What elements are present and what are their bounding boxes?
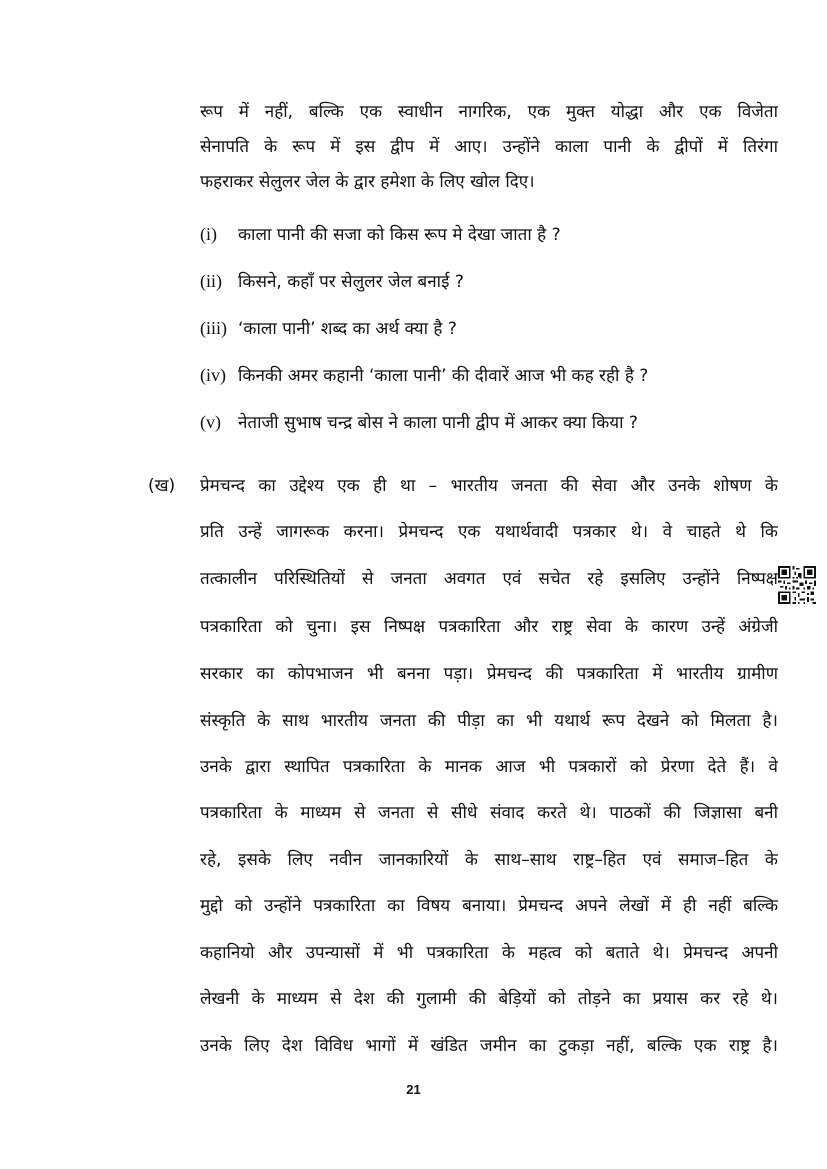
page-number: 21 (406, 1082, 421, 1097)
question-text: किसने, कहाँ पर सेलुलर जेल बनाई ? (238, 272, 464, 292)
question-number: (ii) (200, 271, 222, 291)
section-b-line-5: सरकार का कोपभाजन भी बनना पड़ा। प्रेमचन्द की पत्रकारिता में भारतीय ग्रामीण (200, 664, 778, 684)
question-item (200, 363, 760, 388)
question-number: (i) (200, 224, 217, 244)
question-item (200, 410, 760, 435)
section-b-line-6: संस्कृति के साथ भारतीय जनता की पीड़ा का भी यथार्थ रूप देखने को मिलता है। (200, 711, 778, 731)
question-text: काला पानी की सजा को किस रूप मे देखा जाता है ? (238, 225, 561, 245)
question-text: नेताजी सुभाष चन्द्र बोस ने काला पानी द्वीप में आकर क्या किया ? (238, 413, 638, 433)
section-b-line-12: लेखनी के माध्यम से देश की गुलामी की बेड़ियों को तोड़ने का प्रयास कर रहे थे। (200, 989, 778, 1009)
question-item (200, 269, 760, 294)
question-number: (v) (200, 412, 221, 432)
section-b-line-4: पत्रकारिता को चुना। इस निष्पक्ष पत्रकारिता और राष्ट्र सेवा के कारण उन्हें अंग्रेजी (200, 617, 778, 637)
passage-a-line-2: सेनापति के रूप में इस द्वीप में आए। उन्होंने काला पानी के द्वीपों में तिरंगा (200, 137, 778, 157)
section-b-line-13: उनके लिए देश विविध भागों में खंडित जमीन का टुकड़ा नहीं, बल्कि एक राष्ट्र है। (200, 1036, 778, 1056)
question-number: (iii) (200, 318, 227, 338)
section-b-line-11: कहानियो और उपन्यासों में भी पत्रकारिता के महत्व को बताते थे। प्रेमचन्द अपनी (200, 943, 778, 963)
section-b-label: (ख) (148, 476, 176, 496)
section-b-line-8: पत्रकारिता के माध्यम से जनता से सीधे संवाद करते थे। पाठकों की जिज्ञासा बनी (200, 803, 778, 823)
question-text: ‘काला पानी’ शब्द का अर्थ क्या है ? (238, 319, 457, 339)
section-b-line-1: प्रेमचन्द का उद्देश्य एक ही था – भारतीय जनता की सेवा और उनके शोषण के (200, 476, 778, 496)
section-b-line-7: उनके द्वारा स्थापित पत्रकारिता के मानक आज भी पत्रकारों को प्रेरणा देते हैं। वे (200, 757, 778, 777)
section-b-line-9: रहे, इसके लिए नवीन जानकारियों के साथ–साथ राष्ट्र–हित एवं समाज–हित के (200, 850, 778, 870)
question-text: किनकी अमर कहानी ‘काला पानी’ की दीवारें आज भी कह रही है ? (238, 366, 649, 386)
passage-a-line-1: रूप में नहीं, बल्कि एक स्वाधीन नागरिक, एक मुक्त योद्धा और एक विजेता (200, 102, 778, 122)
question-item (200, 222, 760, 247)
qr-code-icon (778, 566, 816, 604)
section-b-line-2: प्रति उन्हें जागरूक करना। प्रेमचन्द एक यथार्थवादी पत्रकार थे। वे चाहते थे कि (200, 522, 778, 542)
section-b-line-3: तत्कालीन परिस्थितियों से जनता अवगत एवं सचेत रहे इसलिए उन्होंने निष्पक्ष (200, 569, 778, 589)
section-b-line-10: मुद्दो को उन्होंने पत्रकारिता का विषय बनाया। प्रेमचन्द अपने लेखों में ही नहीं बल्कि (200, 896, 778, 916)
question-item (200, 316, 760, 341)
question-number: (iv) (200, 365, 226, 385)
passage-a-line-3: फहराकर सेलुलर जेल के द्वार हमेशा के लिए खोल दिए। (200, 172, 535, 192)
